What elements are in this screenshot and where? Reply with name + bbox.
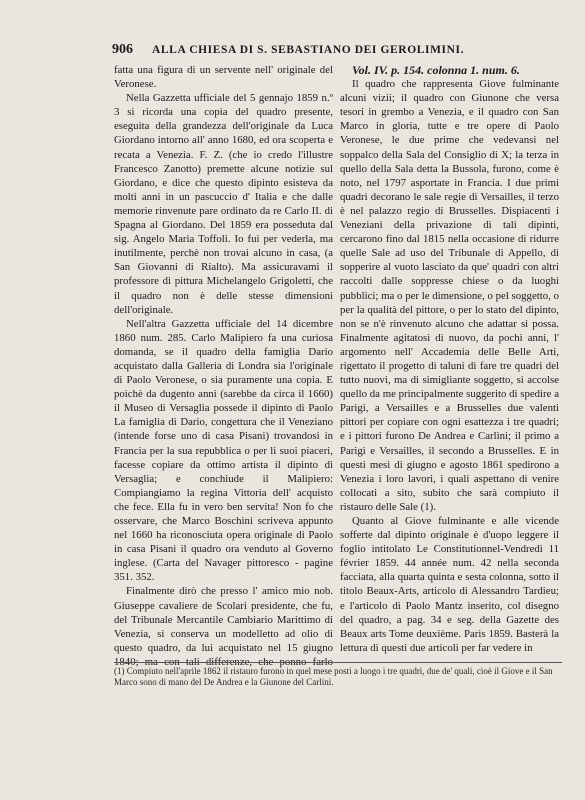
page-number: 906 [112,42,133,57]
right-column [340,63,559,671]
footnote: (1) Compiuto nell'aprile 1862 il ristauro furono in quel mese posti a luogo i tre quadri, due de' quali, cioè il Giove e il San Marco sono di mano del De Andrea e la Giunone del Carlini. [114,666,553,687]
paragraph: Nella Gazzetta ufficiale del 5 gennajo 1859 n.º 3 si ricorda una copia del quadro presente, eseguita della grandezza dell'originale da Luca Giordano intorno all' anno 1680, ed ora scoperta e recata a Venezia. F. Z. (che io credo l'illustre Francesco Zanotto) premette alcune notizie sul Giordano, e dice che questo dipinto esisteva da molti anni in un pascuccio d' Italia e che dalle memorie rinvenute pare ordinato da re Carlo II. di Spagna al Giordano. Del 1859 era posseduta dal sig. Angelo Maria Toffoli. Io fui per vederla, ma inutilmente, perchè non trovai alcuno in casa, (a San Giovanni di Rialto). Ma assicuravami il professore di pittura Michelangelo Grigoletti, che il quadro non è delle stesse dimensioni dell'originale. [114,92,333,316]
left-column [114,63,333,671]
paragraph: Nell'altra Gazzetta ufficiale del 14 dicembre 1860 num. 285. Carlo Malipiero fa una curiosa domanda, se il quadro della famiglia Dario acquistato dalla Galleria di Londra sia l'originale di Paolo Veronese, o sia puramente una copia. E poichè da dugento anni (sarebbe da circa il 1660) il Museo di Versaglia possede il dipinto di Paolo La famiglia di Dario, congettura che il Veneziano (intende forse uno di casa Pisani) trovandosi in Francia per la sua repubblica o per li suoi piaceri, facesse copiare da ottimo artista il dipinto di Versaglia; e conchiude il Malipiero: Compiangiamo la regina Vittoria dell' acquisto che fece. Ella fu in vero ben servita! Non fo che osservare, che Marco Boschini scriveva appunto nel 1660 ha riconosciuta opera originale di Paolo in casa Pisani il quadro ora venduto al Governo inglese. (Carta del Navager pittoresco - pagine 351. 352. [114,317,333,584]
paragraph: Quanto al Giove fulminante e alle vicende sofferte dal dipinto originale è d'uopo leggere il foglio intitolato Le Constitutionnel-Vendredi 11 février 1859. 44 année num. 42 nella seconda facciata, alla quarta quinta e sesta colonna, sotto il titolo Beaux-Arts, articolo di Alessandro Tardieu; e l'articolo di Paolo Mantz inserito, col disegno del quadro, a pag. 34 e seg. della Gazette des Beaux arts Tome deuxième. Paris 1859. Basterà la lettura di questi due articoli per far vedere in [340,515,559,654]
running-title: ALLA CHIESA DI S. SEBASTIANO DEI GEROLIMINI. [152,44,465,56]
paragraph: fatta una figura di un servente nell' originale del Veronese. [114,64,333,91]
footnote-divider [114,662,562,663]
volume-reference: Vol. IV. p. 154. colonna 1. num. 6. [352,63,520,77]
page-header [112,42,562,58]
paragraph: Finalmente dirò che presso l' amico mio nob. Giuseppe cavaliere de Scolari presidente, che fu, del Tribunale Mercantile Cambiario Marittimo di Venezia, si conserva un modelletto ad olio di questo quadro, da lui acquistato nel 15 giugno 1840; ma con tali differenze, che ponno farlo [114,585,333,668]
paragraph: Il quadro che rappresenta Giove fulminante alcuni vizii; il quadro con Giunone che versa tesori in grembo a Venezia, e il quadro con San Marco in gloria, tutte e tre opere di Paolo Veronese, le due prime che vedevansi nel soppalco della Sala del Consiglio di X; la terza in quello della Sala detta la Bussola, furono, come è noto, nel 1797 asportate in Francia. I due primi quadri decorano le sale regie di Versailles, il terzo è nel palazzo regio di Brusselles. Dispiacenti i Veneziani della privazione di tali dipinti, cercarono fino dal 1815 nella occasione di ridurre quelle Sale ad uso del Tribunale di Appello, di sopperire al vuoto lasciato da que' quadri con altri raccolti dalle soppresse chiese o da luoghi pubblici; ma o per le dimensione, o pel soggetto, o per la qualità del pittore, o per lo stato del dipinto, non se n'è rinvenuto alcuno che adattar si possa. Finalmente agitatosi di nuovo, da pochi anni, l' argomento nell' Accademia delle Belle Arti, rigettato il progetto di taluni di fare tre quadri del tutto nuovi, ma di simigliante soggetto, si accolse quello da me principalmente suggerito di spedire a Parigi, a Versailles e a Brusselles due valenti pittori per copiare con ogni esattezza i tre quadri; e i pittori furono De Andrea e Carlini; il primo a Parigi e Versailles, il secondo a Brusselles. E in questi mesi di giugno e agosto 1861 spedirono a Venezia i loro lavori, i quali aspettano di venire collocati a sito, subito che sarà compiuto il ristauro delle Sale (1). [340,78,559,513]
